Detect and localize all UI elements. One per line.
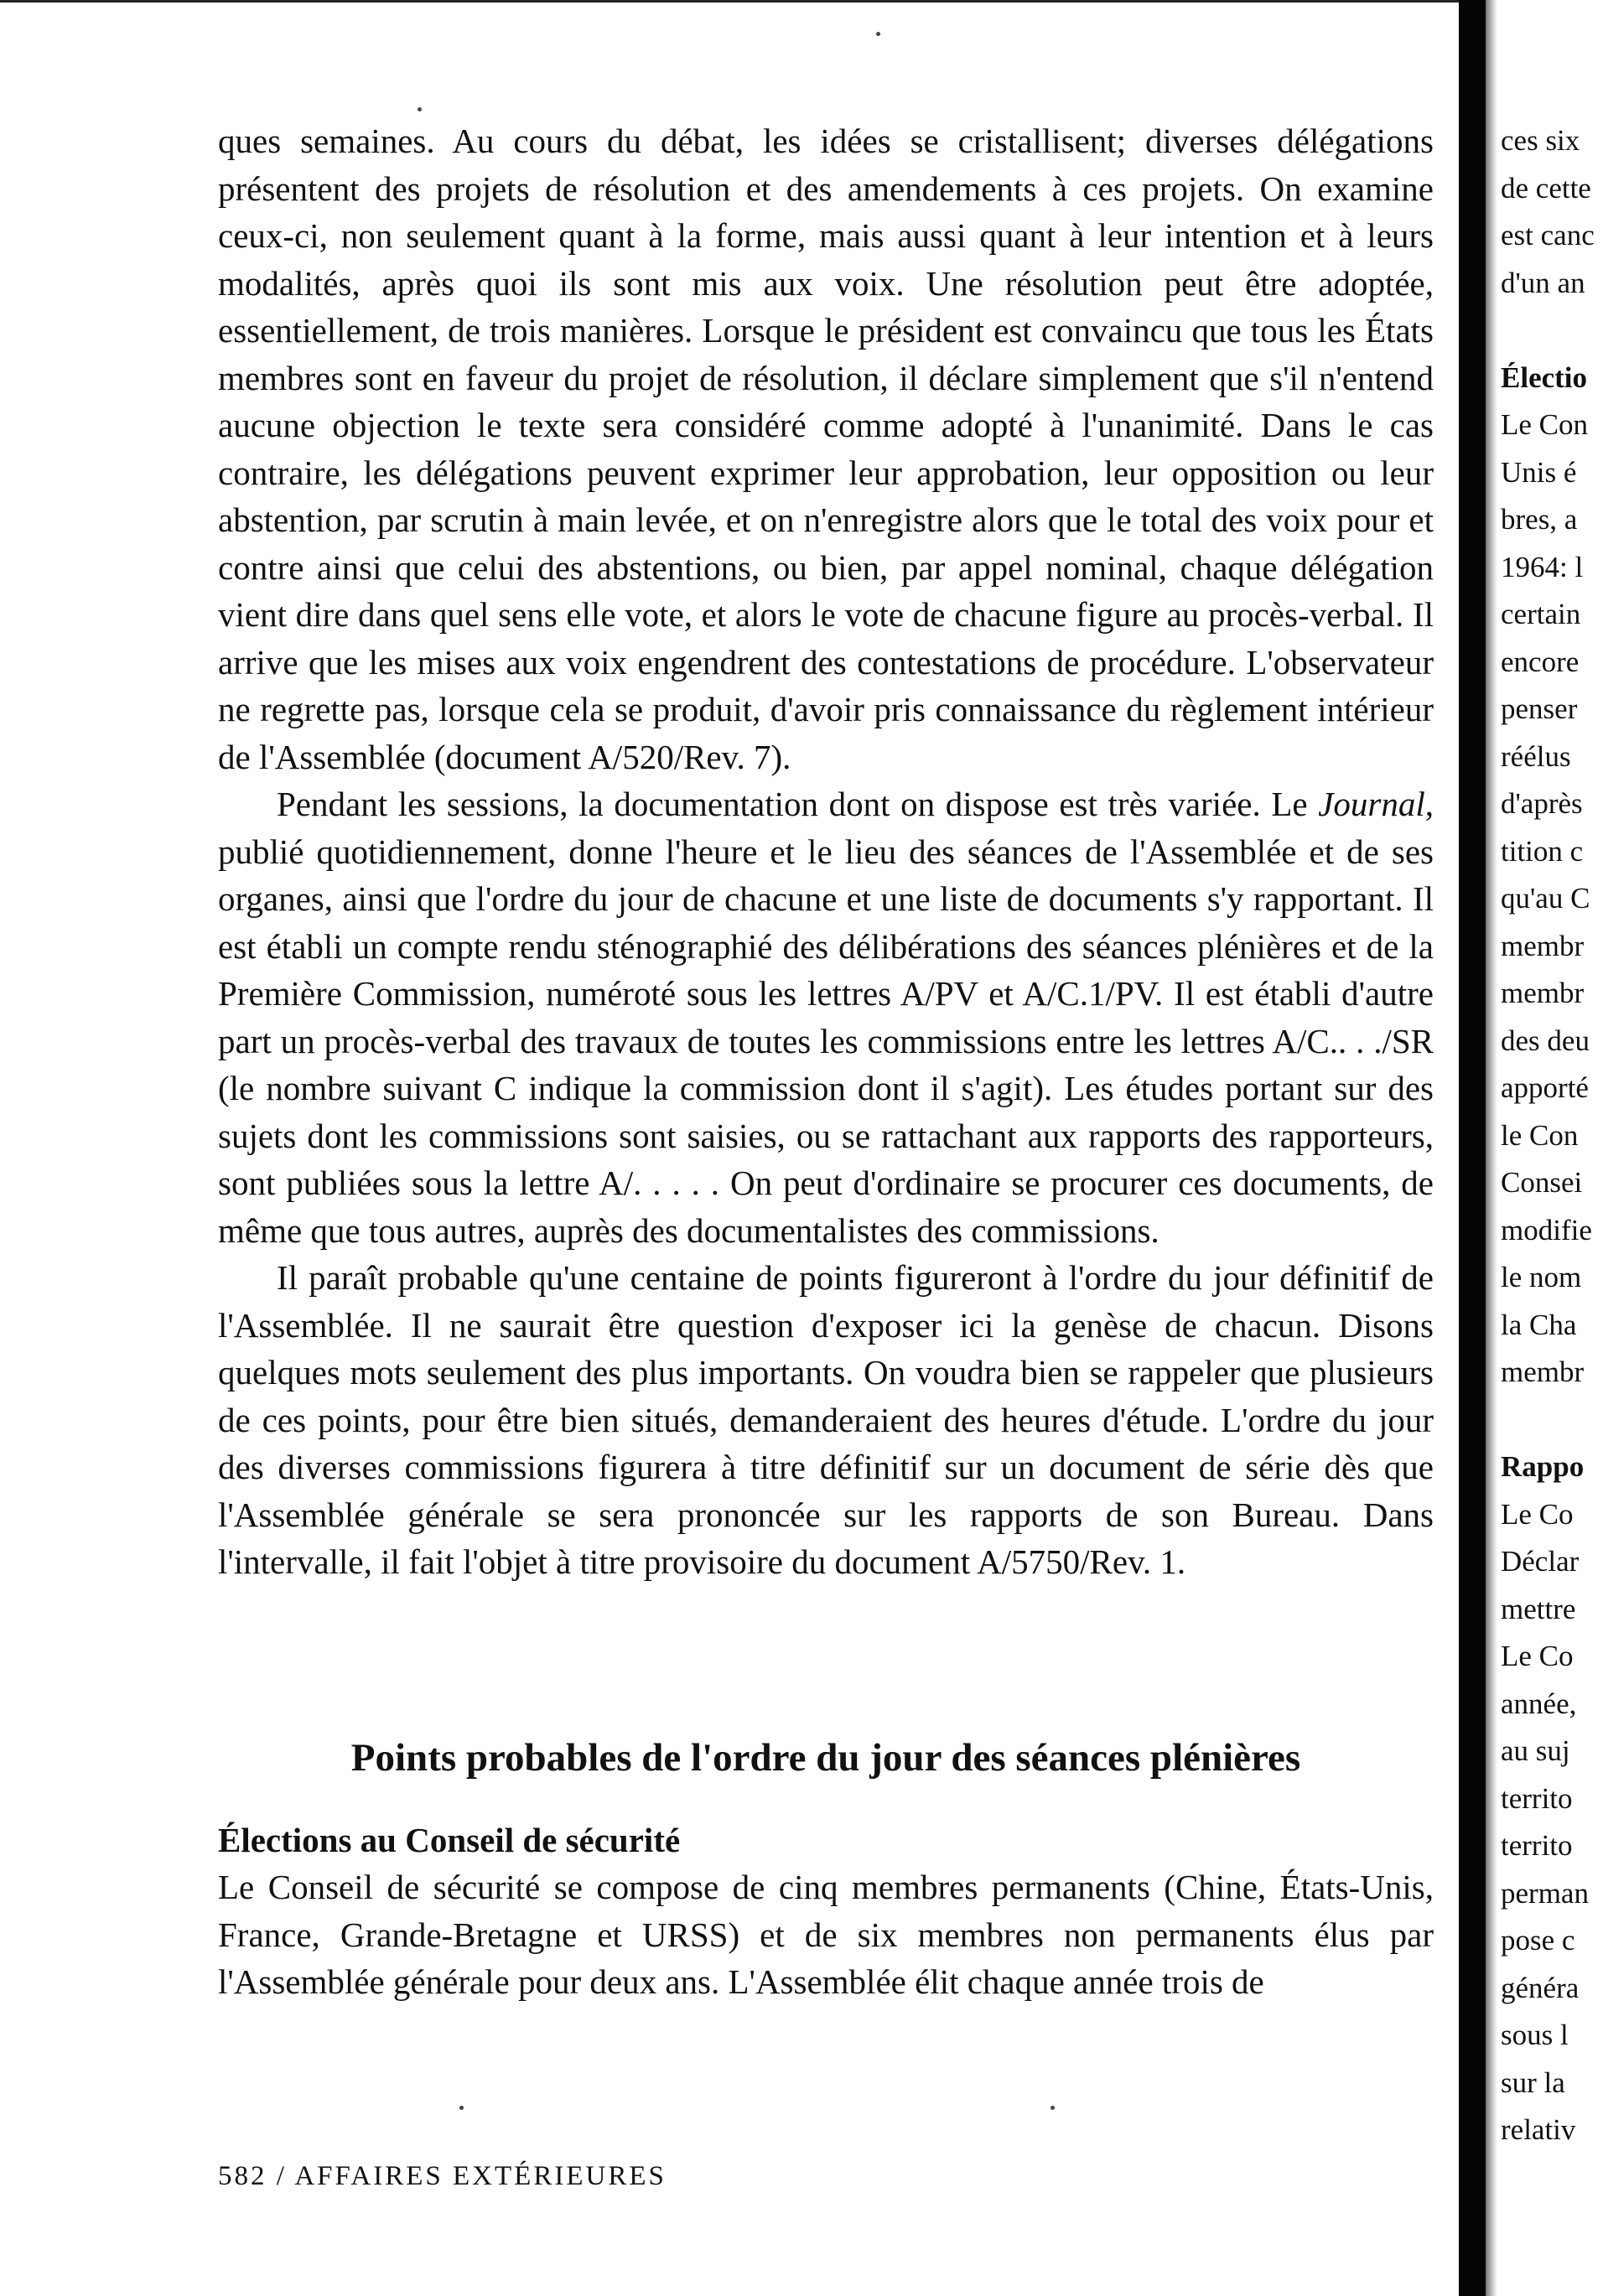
adjacent-page-line: encore: [1501, 645, 1580, 678]
adjacent-page-gap: [1501, 1397, 1603, 1444]
adjacent-page-line: perman: [1501, 1876, 1589, 1910]
adjacent-page-line: Consei: [1501, 1166, 1583, 1199]
adjacent-page-line: relativ: [1501, 2113, 1576, 2146]
adjacent-page-line: Le Co: [1501, 1497, 1574, 1531]
adjacent-page-line: apporté: [1501, 1071, 1589, 1104]
adjacent-page-line: penser: [1501, 692, 1578, 725]
adjacent-page-line: territo: [1501, 1829, 1573, 1862]
paragraph-documentation: [218, 780, 1434, 1254]
adjacent-page-line: d'un an: [1501, 266, 1585, 299]
adjacent-page-line: bres, a: [1501, 503, 1578, 536]
adjacent-page-line: territo: [1501, 1781, 1573, 1815]
adjacent-page-line: au suj: [1501, 1734, 1570, 1767]
adjacent-page-line: Rappo: [1501, 1450, 1585, 1483]
adjacent-page-line: sur la: [1501, 2065, 1565, 2099]
adjacent-page-line: année,: [1501, 1687, 1577, 1720]
adjacent-page-line: qu'au C: [1501, 882, 1590, 915]
adjacent-page-line: des deu: [1501, 1024, 1590, 1057]
adjacent-page-line: pose c: [1501, 1924, 1575, 1957]
speck: [876, 32, 880, 36]
adjacent-page-line: Le Co: [1501, 1640, 1574, 1672]
adjacent-page-line: d'après: [1501, 787, 1583, 820]
book-gutter-shadow: [1459, 0, 1486, 2296]
paragraph-agenda: Il paraît probable qu'une centaine de points figureront à l'ordre du jour définitif de l'Assemblée. Il ne saurait être question d'exposer ici la genèse de chacun. Disons quelques mots seulement des plus importants. On voudra bien se rappeler que plusieurs de ces points, pour être bien situés, demanderaient des heures d'étude. L'ordre du jour des diverses commissions figurera à titre définitif sur un document de série dès que l'Assemblée générale se sera prononcée sur les rapports de son Bureau. Dans l'intervalle, il fait l'objet à titre provisoire du document A/5750/Rev. 1.: [218, 1258, 1434, 1581]
adjacent-page-line: la Cha: [1501, 1308, 1577, 1341]
paragraph-voting: ques semaines. Au cours du débat, les idées se cristallisent; diverses délégations présentent des projets de résolution et des amendements à ces projets. On examine ceux-ci, non seulement quant à la forme, mais aussi quant à leur intention et à leurs modalités, après quoi ils sont mis aux voix. Une résolution peut être adoptée, essentiellement, de trois manières. Lorsque le président est convaincu que tous les États membres sont en faveur du projet de résolution, il déclare simplement que s'il n'entend aucune objection le texte sera considéré comme adopté à l'unanimité. Dans le cas contraire, les délégations peuvent exprimer leur approbation, leur opposition ou leur abstention, par scrutin à main levée, et on n'enregistre alors que le total des voix pour et contre ainsi que celui des abstentions, ou bien, par appel nominal, chaque délégation vient dire dans quel sens elle vote, et alors le vote de chacune figure au procès-verbal. Il arrive que les mises aux voix engendrent des contestations de procédure. L'observateur ne regrette pas, lorsque cela se produit, d'avoir pris connaissance du règlement intérieur de l'Assemblée (document A/520/Rev. 7).: [218, 122, 1434, 776]
paragraph-documentation-end: , publié quotidiennement, donne l'heure et le lieu des séances de l'Assemblée et de ses organes, ainsi que l'ordre du jour de chacune et une liste de documents s'y rapportant. Il est établi un compte rendu sténographié des délibérations des séances plénières et de la Première Commission, numéroté sous les lettres A/PV et A/C.1/PV. Il est établi d'autre part un procès-verbal des travaux de toutes les commissions entre les lettres A/C.. . ./SR (le nombre suivant C indique la commission dont il s'agit). Les études portant sur des sujets dont les commissions sont saisies, ou se rattachant aux rapports des rapporteurs, sont publiées sous la lettre A/. . . . . On peut d'ordinaire se procurer ces documents, de même que tous autres, auprès des documentalistes des commissions.: [218, 785, 1434, 1250]
adjacent-page-line: réélus: [1501, 739, 1571, 773]
adjacent-page-line: ces six: [1501, 124, 1580, 157]
adjacent-page-line: membr: [1501, 929, 1585, 962]
adjacent-page-line: sous l: [1501, 2019, 1569, 2051]
page-footer: 582 / AFFAIRES EXTÉRIEURES: [218, 2161, 667, 2191]
adjacent-page-line: 1964: l: [1501, 550, 1584, 583]
adjacent-page-line: tition c: [1501, 834, 1584, 868]
adjacent-page-line: le nom: [1501, 1261, 1582, 1293]
section-title: Points probables de l'ordre du jour des séances plénières: [350, 1735, 1301, 1780]
speck: [459, 2106, 464, 2110]
adjacent-page-line: membr: [1501, 1355, 1585, 1388]
adjacent-page-column: [1501, 117, 1603, 2154]
paragraph-documentation-start: Pendant les sessions, la documentation dont on dispose est très variée. Le: [277, 785, 1319, 823]
subsection-title: Élections au Conseil de sécurité: [218, 1820, 681, 1859]
journal-title-italic: Journal: [1318, 785, 1425, 823]
paragraph-security-council: Le Conseil de sécurité se compose de cinq membres permanents (Chine, États-Unis, France, Grande-Bretagne et URSS) et de six membres non permanents élus par l'Assemblée générale pour deux ans. L'Assemblée élit chaque année trois de: [218, 1868, 1434, 2001]
adjacent-page-line: certain: [1501, 598, 1581, 630]
main-text-column: [218, 117, 1434, 2006]
speck: [418, 107, 422, 111]
adjacent-page-line: modifie: [1501, 1213, 1592, 1246]
gutter-fade: [1486, 0, 1497, 2296]
adjacent-page-line: le Con: [1501, 1118, 1579, 1152]
adjacent-page-line: généra: [1501, 1971, 1580, 2004]
adjacent-page-line: mettre: [1501, 1592, 1576, 1625]
adjacent-page-line: Unis é: [1501, 455, 1577, 489]
adjacent-page-line: Le Con: [1501, 408, 1589, 441]
adjacent-page-line: Déclar: [1501, 1545, 1580, 1578]
adjacent-page-gap: [1501, 307, 1603, 355]
speck: [1051, 2106, 1055, 2110]
adjacent-page-line: est canc: [1501, 219, 1595, 251]
top-edge-rule: [0, 0, 1459, 3]
adjacent-page-line: Électio: [1501, 360, 1588, 394]
adjacent-page-line: de cette: [1501, 171, 1591, 205]
adjacent-page-line: membr: [1501, 977, 1585, 1009]
